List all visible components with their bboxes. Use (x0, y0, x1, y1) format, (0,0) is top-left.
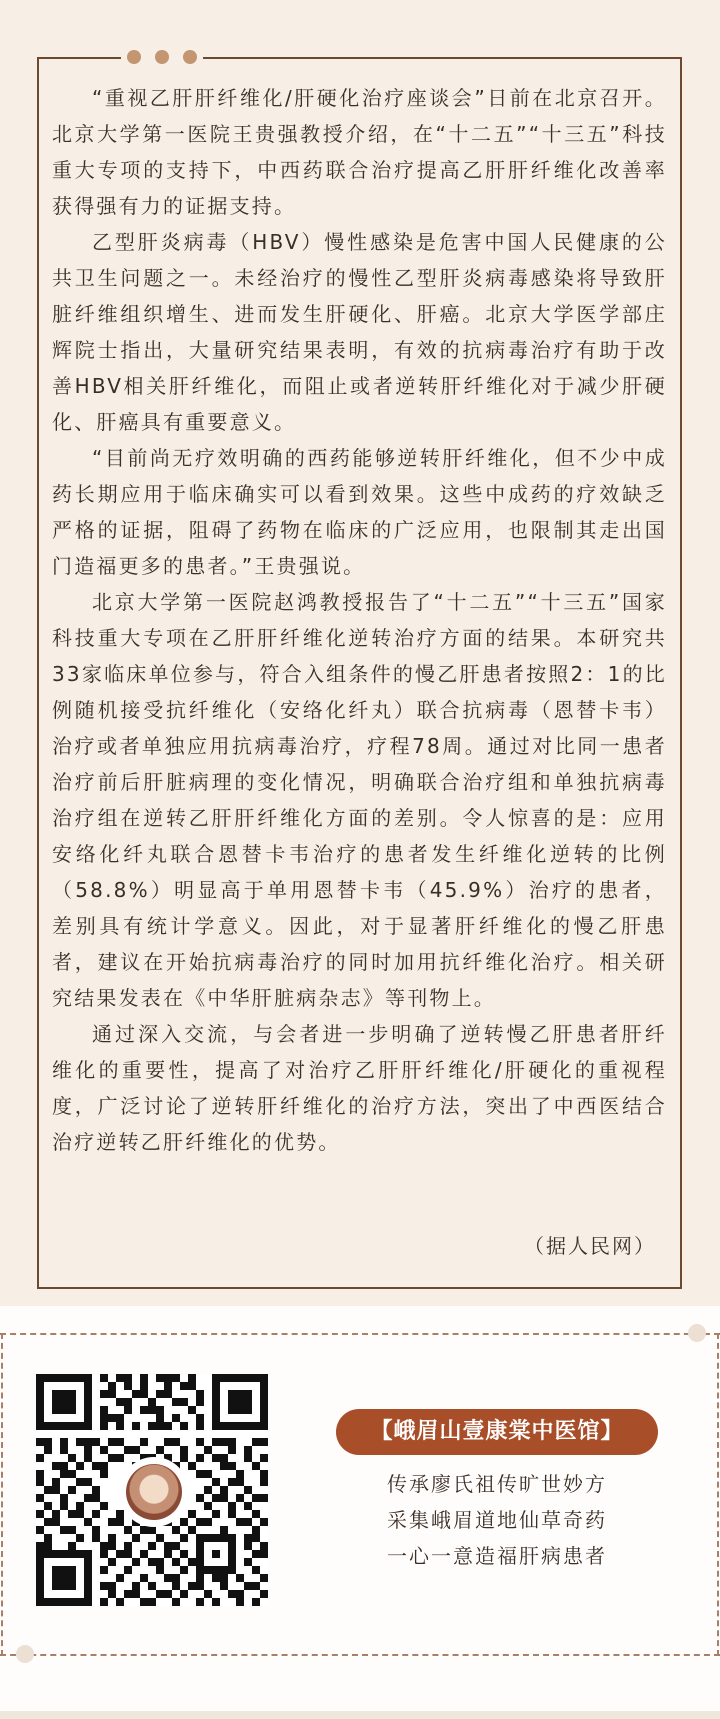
slogan-list (336, 1466, 658, 1574)
article-paragraph: 北京大学第一医院赵鸿教授报告了“十二五”“十三五”国家科技重大专项在乙肝肝纤维化逆转治疗方面的结果。本研究共33家临床单位参与，符合入组条件的慢乙肝患者按照2：1的比例随机接受抗纤维化（安络化纤丸）联合抗病毒（恩替卡韦）治疗或者单独应用抗病毒治疗，疗程78周。通过对比同一患者治疗前后肝脏病理的变化情况，明确联合治疗组和单独抗病毒治疗组在逆转乙肝肝纤维化方面的差别。令人惊喜的是：应用安络化纤丸联合恩替卡韦治疗的患者发生纤维化逆转的比例（58.8%）明显高于单用恩替卡韦（45.9%）治疗的患者，差别具有统计学意义。因此，对于显著肝纤维化的慢乙肝患者，建议在开始抗病毒治疗的同时加用抗纤维化治疗。相关研究结果发表在《中华肝脏病杂志》等刊物上。 (52, 590, 667, 1010)
decorative-dots (121, 48, 203, 66)
article-body (52, 80, 667, 1160)
corner-dot-icon (688, 1324, 706, 1342)
article-paragraph: “目前尚无疗效明确的西药能够逆转肝纤维化，但不少中成药长期应用于临床确实可以看到效果。这些中成药的疗效缺乏严格的证据，阻碍了药物在临床的广泛应用，也限制其走出国门造福更多的患者。”王贵强说。 (52, 446, 667, 578)
slogan-line: 一心一意造福肝病患者 (387, 1544, 607, 1568)
brand-title: 【峨眉山壹康棠中医馆】 (336, 1409, 658, 1455)
slogan-line: 采集峨眉道地仙草奇药 (387, 1508, 607, 1532)
dot-icon (183, 50, 197, 64)
bottom-divider (0, 1711, 720, 1719)
qr-code-icon[interactable] (36, 1374, 268, 1606)
dot-icon (155, 50, 169, 64)
article-paragraph: 乙型肝炎病毒（HBV）慢性感染是危害中国人民健康的公共卫生问题之一。未经治疗的慢性乙型肝炎病毒感染将导致肝脏纤维组织增生、进而发生肝硬化、肝癌。北京大学医学部庄辉院士指出，大量研究结果表明，有效的抗病毒治疗有助于改善HBV相关肝纤维化，而阻止或者逆转肝纤维化对于减少肝硬化、肝癌具有重要意义。 (52, 230, 667, 434)
article-source: （据人民网） (524, 1234, 656, 1258)
clinic-logo-icon (122, 1460, 186, 1524)
slogan-line: 传承廖氏祖传旷世妙方 (387, 1472, 607, 1496)
article-paragraph: “重视乙肝肝纤维化/肝硬化治疗座谈会”日前在北京召开。北京大学第一医院王贵强教授介绍，在“十二五”“十三五”科技重大专项的支持下，中西药联合治疗提高乙肝肝纤维化改善率获得强有力的证据支持。 (52, 86, 667, 218)
article-paragraph: 通过深入交流，与会者进一步明确了逆转慢乙肝患者肝纤维化的重要性，提高了对治疗乙肝肝纤维化/肝硬化的重视程度，广泛讨论了逆转肝纤维化的治疗方法，突出了中西医结合治疗逆转乙肝纤维化的优势。 (52, 1022, 667, 1154)
dot-icon (127, 50, 141, 64)
promo-section (0, 1306, 720, 1719)
corner-dot-icon (16, 1645, 34, 1663)
